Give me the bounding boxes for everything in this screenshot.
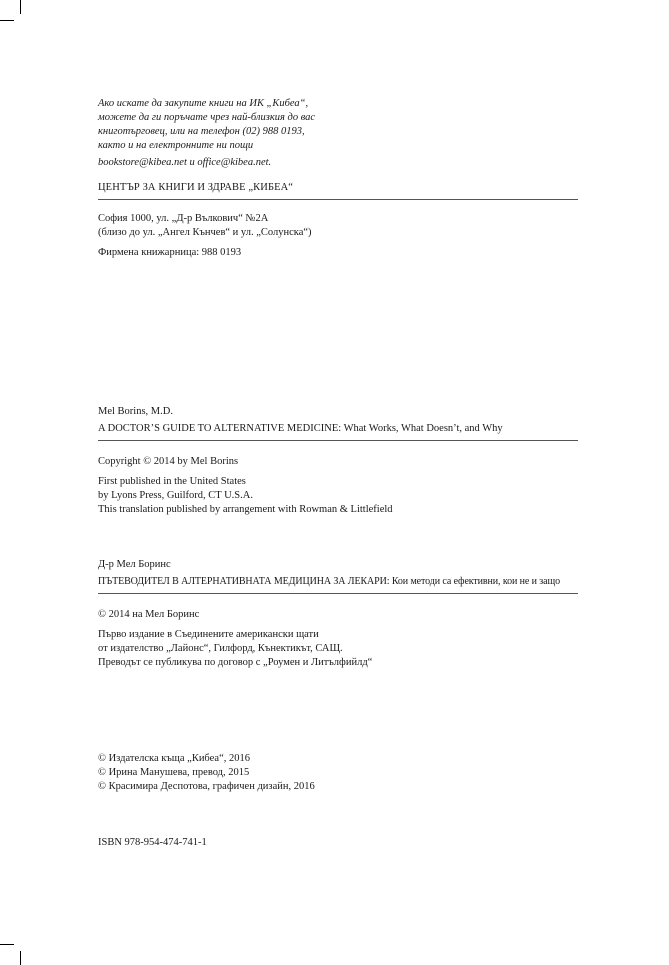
original-edition: [98, 405, 578, 517]
translation-title: ПЪТЕВОДИТЕЛ В АЛТЕРНАТИВНАТА МЕДИЦИНА ЗА ЛЕКАРИ: Кои методи са ефективни, кои не и защо: [98, 576, 560, 587]
center-title: ЦЕНТЪР ЗА КНИГИ И ЗДРАВЕ „КИБЕА“: [98, 182, 294, 193]
contact-emails: bookstore@kibea.net и office@kibea.net.: [98, 157, 272, 168]
isbn-block: [98, 836, 578, 850]
original-publication-line: by Lyons Press, Guilford, CT U.S.A.: [98, 490, 253, 501]
center-info: [98, 181, 578, 260]
divider: [98, 199, 578, 200]
original-author: Mel Borins, M.D.: [98, 406, 173, 417]
translation-copyright: © 2014 на Мел Боринс: [98, 609, 200, 620]
isbn: ISBN 978-954-474-741-1: [98, 837, 207, 848]
divider: [98, 440, 578, 441]
original-title: A DOCTOR’S GUIDE TO ALTERNATIVE MEDICINE: What Works, What Doesn’t, and Why: [98, 423, 503, 434]
crop-mark-top-vertical: [20, 0, 21, 14]
credits: [98, 752, 578, 794]
translation-publication-line: Първо издание в Съединените американски щати: [98, 629, 319, 640]
order-info-line: Ако искате да закупите книги на ИК „Кибеа“,: [98, 98, 309, 109]
credit-line: © Издателска къща „Кибеа“, 2016: [98, 753, 250, 764]
credit-line: © Ирина Манушева, превод, 2015: [98, 767, 250, 778]
crop-mark-top-horizontal: [0, 20, 14, 21]
order-info: [98, 97, 578, 170]
translation-publication-line: от издателство „Лайонс“, Гилфорд, Кънектикът, САЩ.: [98, 643, 343, 654]
original-publication-line: First published in the United States: [98, 476, 246, 487]
original-copyright: Copyright © 2014 by Mel Borins: [98, 456, 239, 467]
order-info-line: можете да ги поръчате чрез най-близкия до вас: [98, 112, 316, 123]
credit-line: © Красимира Деспотова, графичен дизайн, 2016: [98, 781, 315, 792]
original-publication-line: This translation published by arrangement with Rowman & Littlefield: [98, 504, 393, 515]
bulgarian-edition: [98, 558, 578, 670]
center-address: София 1000, ул. „Д-р Вълкович“ №2А: [98, 213, 269, 224]
divider: [98, 593, 578, 594]
center-address-note: (близо до ул. „Ангел Кънчев“ и ул. „Солунска“): [98, 227, 312, 238]
crop-mark-bottom-horizontal: [0, 944, 14, 945]
translation-publication-line: Преводът се публикува по договор с „Роумен и Литълфийлд“: [98, 657, 373, 668]
crop-mark-bottom-vertical: [20, 951, 21, 965]
bookstore-phone: Фирмена книжарница: 988 0193: [98, 247, 242, 258]
order-info-line: както и на електронните ни пощи: [98, 140, 254, 151]
translation-author: Д-р Мел Боринс: [98, 559, 171, 570]
order-info-line: книготърговец, или на телефон (02) 988 0193,: [98, 126, 305, 137]
